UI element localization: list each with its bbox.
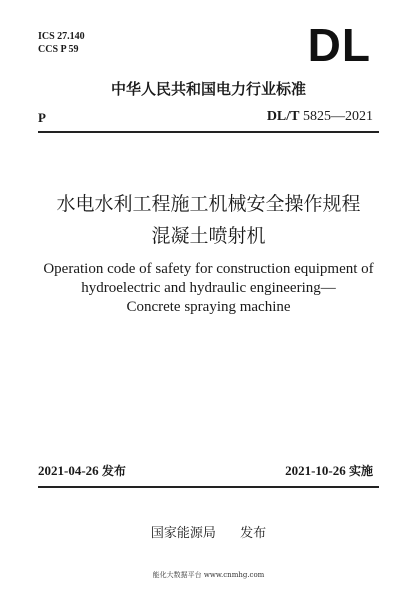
publisher-name: 国家能源局: [150, 526, 216, 541]
category-letter: P: [38, 110, 46, 125]
title-en-line3: Concrete spraying machine: [126, 299, 291, 315]
ics-code: ICS 27.140: [38, 31, 85, 42]
implement-label: 实施: [348, 464, 373, 478]
issue-label: 发布: [101, 464, 126, 478]
bottom-divider: [38, 486, 379, 488]
ccs-code: CCS P 59: [38, 44, 79, 55]
issue-date-value: 2021-04-26: [38, 463, 99, 478]
title-en-line1: Operation code of safety for construction equipment of: [43, 261, 374, 277]
title-cn-line1: 水电水利工程施工机械安全操作规程: [56, 193, 361, 215]
top-divider: [38, 131, 379, 133]
dl-logo: DL: [307, 19, 371, 71]
standard-number: [267, 109, 373, 125]
standard-prefix: DL/T: [266, 109, 300, 124]
watermark-text: 能化大数据平台 www.cnmhg.com: [152, 571, 265, 579]
implement-date-value: 2021-10-26: [285, 463, 346, 478]
implement-date: [285, 462, 373, 479]
issue-date: [38, 462, 126, 479]
title-cn-line2: 混凝土喷射机: [151, 225, 266, 247]
standard-category-title: 中华人民共和国电力行业标准: [110, 80, 306, 98]
standard-code: 5825—2021: [303, 109, 373, 124]
publisher: [0, 522, 417, 541]
title-en-line2: hydroelectric and hydraulic engineering—: [81, 280, 336, 296]
classification-codes: [38, 30, 85, 56]
publisher-action: 发布: [240, 526, 267, 541]
